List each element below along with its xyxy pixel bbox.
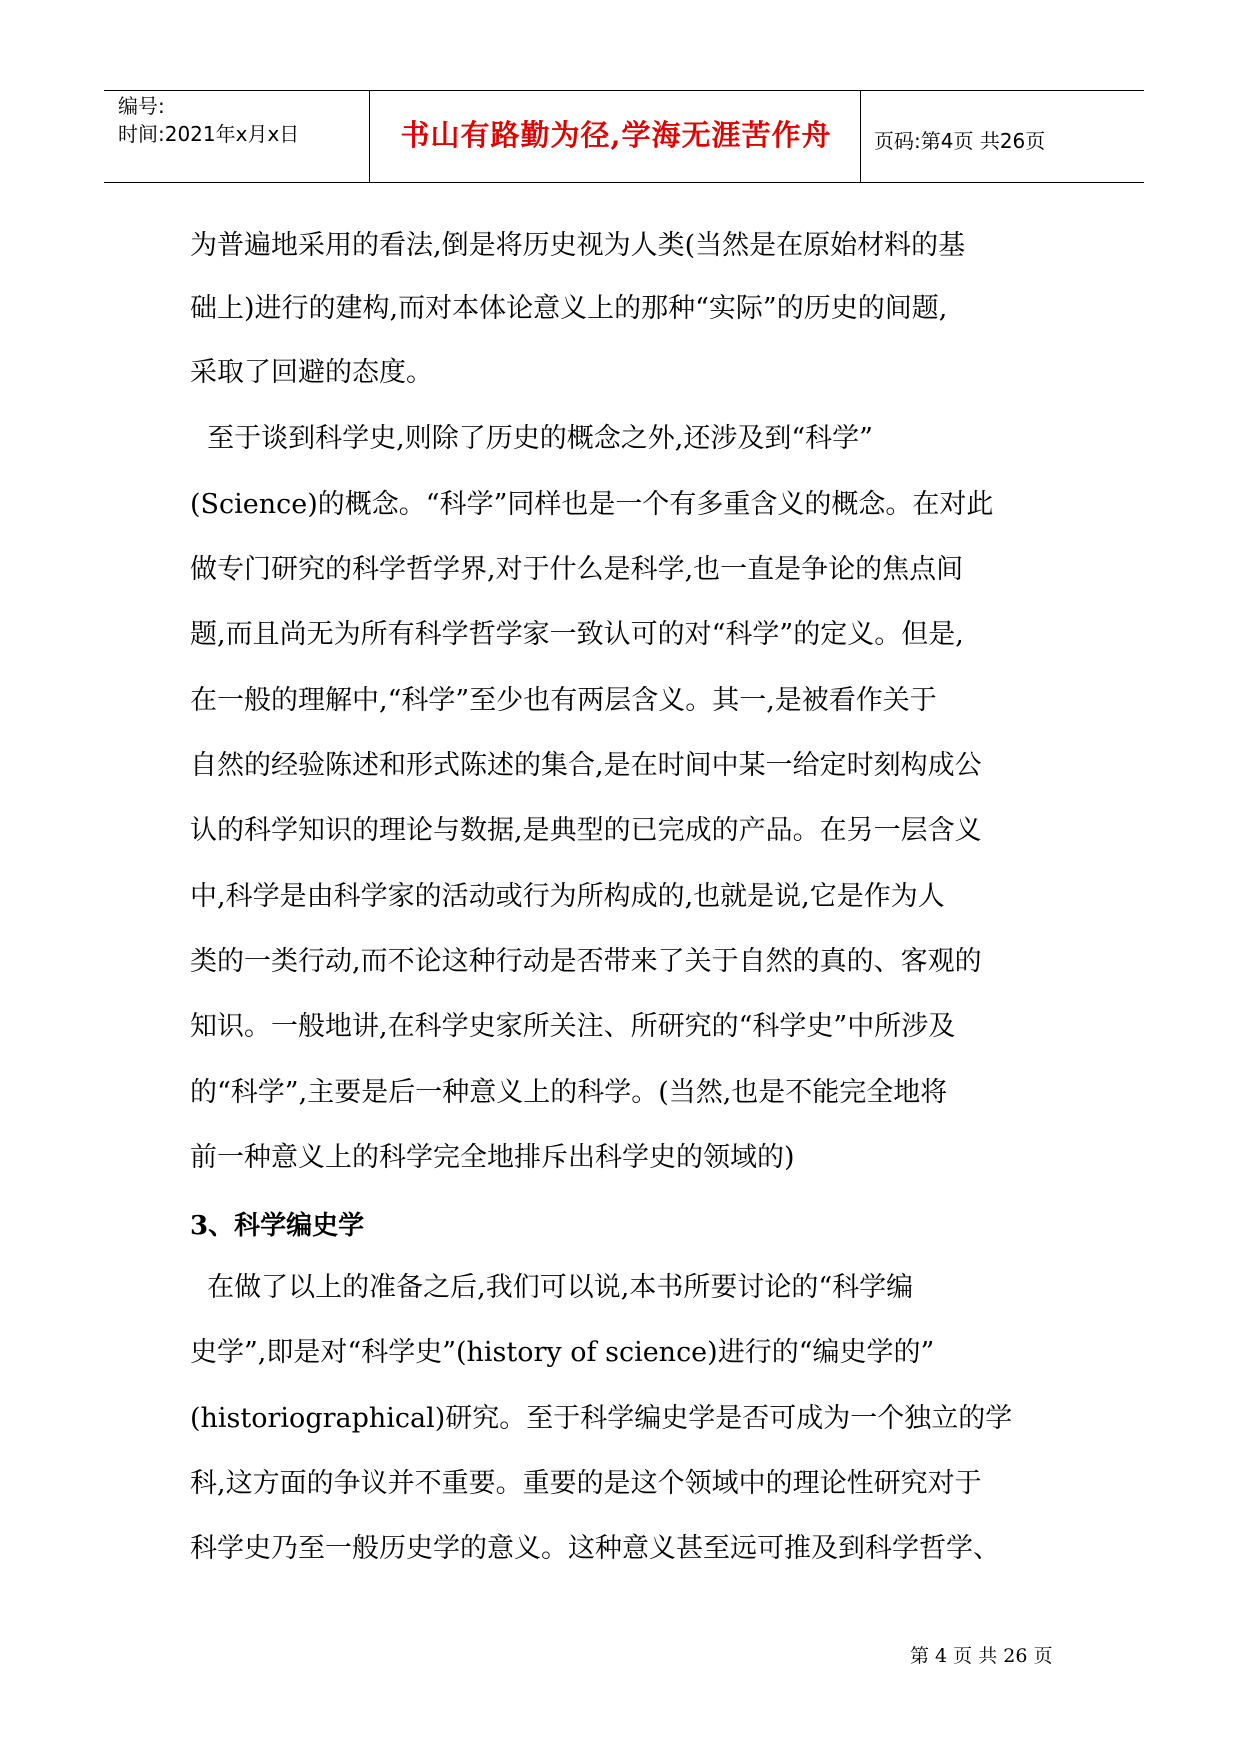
body-line: 础上)进行的建构,而对本体论意义上的那种“实际”的历史的间题,: [190, 293, 948, 324]
body-line: 题,而且尚无为所有科学哲学家一致认可的对“科学”的定义。但是,: [190, 619, 964, 650]
header-top-rule: [104, 90, 1144, 91]
section-heading: 3、科学编史学: [190, 1211, 365, 1241]
header-number: 编号:: [118, 94, 165, 118]
body-line: 在做了以上的准备之后,我们可以说,本书所要讨论的“科学编: [190, 1272, 914, 1303]
body-line: 在一般的理解中,“科学”至少也有两层含义。其一,是被看作关于: [190, 685, 937, 716]
page-footer: 第 4 页 共 26 页: [910, 1645, 1053, 1667]
body-line: 科学史乃至一般历史学的意义。这种意义甚至远可推及到科学哲学、: [190, 1533, 1000, 1564]
body-line: 做专门研究的科学哲学界,对于什么是科学,也一直是争论的焦点间: [190, 554, 964, 585]
body-line: 为普遍地采用的看法,倒是将历史视为人类(当然是在原始材料的基: [190, 230, 966, 261]
body-line: 类的一类行动,而不论这种行动是否带来了关于自然的真的、客观的: [190, 946, 982, 977]
header-bottom-rule: [104, 182, 1144, 183]
body-line: 采取了回避的态度。: [190, 357, 433, 388]
header-motto: 书山有路勤为径,学海无涯苦作舟: [400, 118, 832, 152]
header-page-code: 页码:第4页 共26页: [874, 129, 1046, 153]
header-time: 时间:2021年x月x日: [118, 122, 300, 146]
body-line: (Science)的概念。“科学”同样也是一个有多重含义的概念。在对此: [190, 489, 994, 520]
body-line: 认的科学知识的理论与数据,是典型的已完成的产品。在另一层含义: [190, 815, 982, 846]
body-line: 科,这方面的争议并不重要。重要的是这个领域中的理论性研究对于: [190, 1468, 982, 1499]
body-line: 自然的经验陈述和形式陈述的集合,是在时间中某一给定时刻构成公: [190, 750, 982, 781]
body-line: 知识。一般地讲,在科学史家所关注、所研究的“科学史”中所涉及: [190, 1011, 956, 1042]
body-line: 中,科学是由科学家的活动或行为所构成的,也就是说,它是作为人: [190, 881, 945, 912]
body-line: 的“科学”,主要是后一种意义上的科学。(当然,也是不能完全地将: [190, 1077, 948, 1108]
header-divider-right: [860, 90, 861, 182]
header-divider-left: [369, 90, 370, 182]
body-line: 至于谈到科学史,则除了历史的概念之外,还涉及到“科学”: [190, 423, 873, 454]
body-line: (historiographical)研究。至于科学编史学是否可成为一个独立的学: [190, 1403, 1013, 1434]
body-line: 史学”,即是对“科学史”(history of science)进行的“编史学的”: [190, 1337, 935, 1368]
body-line: 前一种意义上的科学完全地排斥出科学史的领域的): [190, 1142, 795, 1173]
